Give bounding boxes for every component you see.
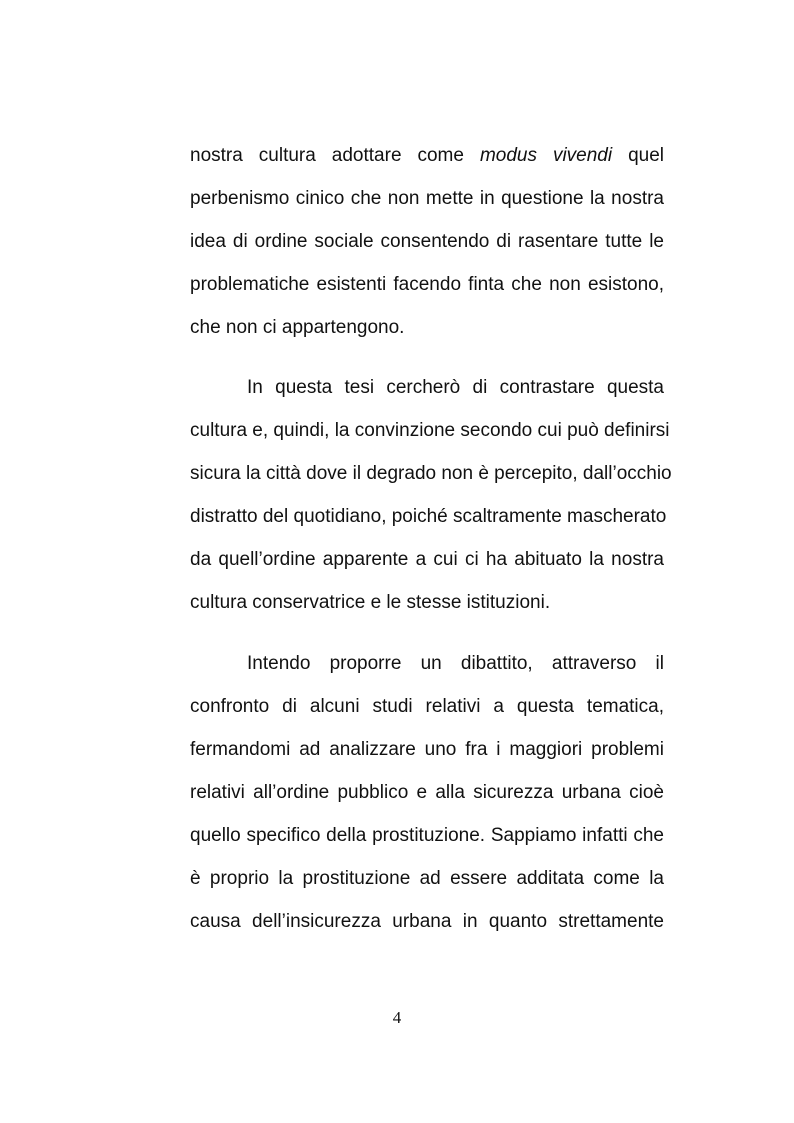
text-line: Intendo proporre un dibattito, attraverso il bbox=[247, 653, 664, 674]
text-line: da quell’ordine apparente a cui ci ha abituato la nostra bbox=[190, 549, 664, 570]
text-line: sicura la città dove il degrado non è percepito, dall’occhio bbox=[190, 463, 672, 484]
text-line bbox=[190, 144, 664, 168]
text-line: idea di ordine sociale consentendo di rasentare tutte le bbox=[190, 231, 664, 252]
text-line: cultura e, quindi, la convinzione secondo cui può definirsi bbox=[190, 420, 670, 441]
text-line: fermandomi ad analizzare uno fra i maggiori problemi bbox=[190, 739, 664, 760]
text-line: distratto del quotidiano, poiché scaltramente mascherato bbox=[190, 506, 667, 527]
text-line: problematiche esistenti facendo finta che non esistono, bbox=[190, 274, 664, 295]
text-span: quel bbox=[612, 145, 664, 166]
text-line: relativi all’ordine pubblico e alla sicurezza urbana cioè bbox=[190, 782, 664, 803]
text-line: è proprio la prostituzione ad essere additata come la bbox=[190, 868, 664, 889]
text-span: nostra cultura adottare come bbox=[190, 145, 480, 166]
text-line: quello specifico della prostituzione. Sappiamo infatti che bbox=[190, 825, 664, 846]
text-line: In questa tesi cercherò di contrastare questa bbox=[247, 377, 664, 398]
text-line: confronto di alcuni studi relativi a questa tematica, bbox=[190, 696, 664, 717]
italic-term: modus vivendi bbox=[479, 145, 613, 166]
text-line: causa dell’insicurezza urbana in quanto strettamente bbox=[190, 911, 664, 932]
page-number: 4 bbox=[392, 1008, 402, 1027]
text-line: perbenismo cinico che non mette in questione la nostra bbox=[190, 188, 664, 209]
text-line: cultura conservatrice e le stesse istituzioni. bbox=[190, 592, 551, 613]
text-line: che non ci appartengono. bbox=[190, 317, 405, 338]
